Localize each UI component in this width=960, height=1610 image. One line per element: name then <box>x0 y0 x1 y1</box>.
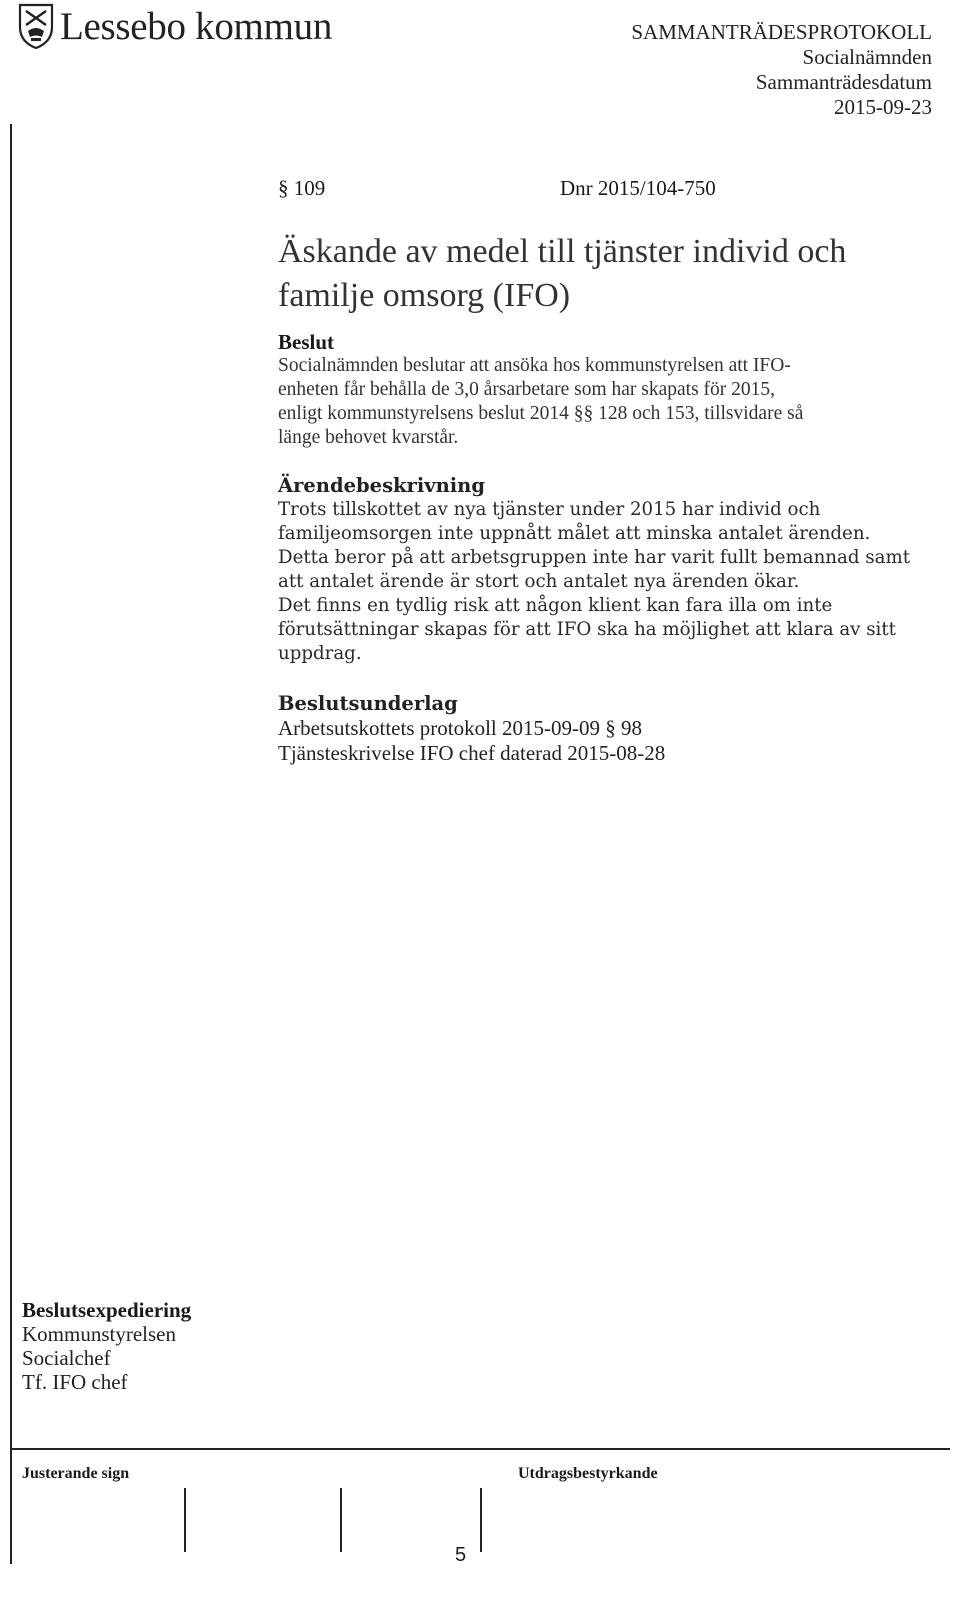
meeting-date: 2015-09-23 <box>834 95 932 119</box>
expediering-heading: Beslutsexpediering <box>22 1298 192 1322</box>
doc-type: SAMMANTRÄDESPROTOKOLL <box>631 20 932 44</box>
arende-line: att antalet ärende är stort och antalet nya ärenden ökar. <box>278 571 800 592</box>
signature-box-divider <box>340 1488 342 1552</box>
arende-line: familjeomsorgen inte uppnått målet att minska antalet ärenden. <box>278 523 871 544</box>
expediering-recipient: Kommunstyrelsen <box>22 1322 176 1346</box>
underlag-line: Arbetsutskottets protokoll 2015-09-09 § 98 <box>278 716 642 740</box>
utdragsbestyrkande-label: Utdragsbestyrkande <box>518 1465 658 1482</box>
arende-line: Det finns en tydlig risk att någon klient kan fara illa om inte <box>278 595 833 616</box>
beslut-line: länge behovet kvarstår. <box>278 427 459 448</box>
expediering-recipient: Socialchef <box>22 1346 111 1370</box>
arende-line: uppdrag. <box>278 643 362 664</box>
beslut-heading: Beslut <box>278 330 335 354</box>
signature-box-divider <box>480 1488 482 1552</box>
beslut-line: Socialnämnden beslutar att ansöka hos kommunstyrelsen att IFO- <box>278 355 791 376</box>
margin-line <box>10 124 12 1564</box>
paragraph-number: § 109 <box>278 176 326 200</box>
arende-line: förutsättningar skapas för att IFO ska ha möjlighet att klara av sitt <box>278 619 896 640</box>
logo <box>18 2 332 50</box>
paragraph-row <box>278 176 738 201</box>
beslut-line: enligt kommunstyrelsens beslut 2014 §§ 128 och 153, tillsvidare så <box>278 403 804 424</box>
justerande-sign-label: Justerande sign <box>22 1465 130 1482</box>
section-beslut <box>278 330 938 450</box>
expediering-recipient: Tf. IFO chef <box>22 1370 128 1394</box>
section-arendebeskrivning <box>278 474 938 666</box>
section-beslutsunderlag <box>278 692 938 766</box>
section-beslutsexpediering <box>22 1298 191 1394</box>
page-title: Äskande av medel till tjänster individ och familje omsorg (IFO) <box>278 233 847 314</box>
page-number: 5 <box>455 1544 467 1566</box>
logo-text: Lessebo kommun <box>60 4 333 48</box>
beslut-line: enheten får behålla de 3,0 årsarbetare som har skapats för 2015, <box>278 379 776 400</box>
underlag-line: Tjänsteskrivelse IFO chef daterad 2015-08-28 <box>278 741 666 765</box>
diary-number: Dnr 2015/104-750 <box>560 176 716 200</box>
underlag-heading: Beslutsunderlag <box>278 692 458 715</box>
document-header <box>631 20 932 120</box>
arende-line: Trots tillskottet av nya tjänster under 2015 har individ och <box>278 499 821 520</box>
coat-of-arms-icon <box>18 3 54 49</box>
arende-heading: Ärendebeskrivning <box>278 474 485 497</box>
arende-line: Detta beror på att arbetsgruppen inte har varit fullt bemannad samt <box>278 547 911 568</box>
committee-name: Socialnämnden <box>802 45 932 69</box>
meeting-date-label: Sammanträdesdatum <box>755 70 932 94</box>
footer-divider <box>10 1448 950 1450</box>
signature-box-divider <box>184 1488 186 1552</box>
